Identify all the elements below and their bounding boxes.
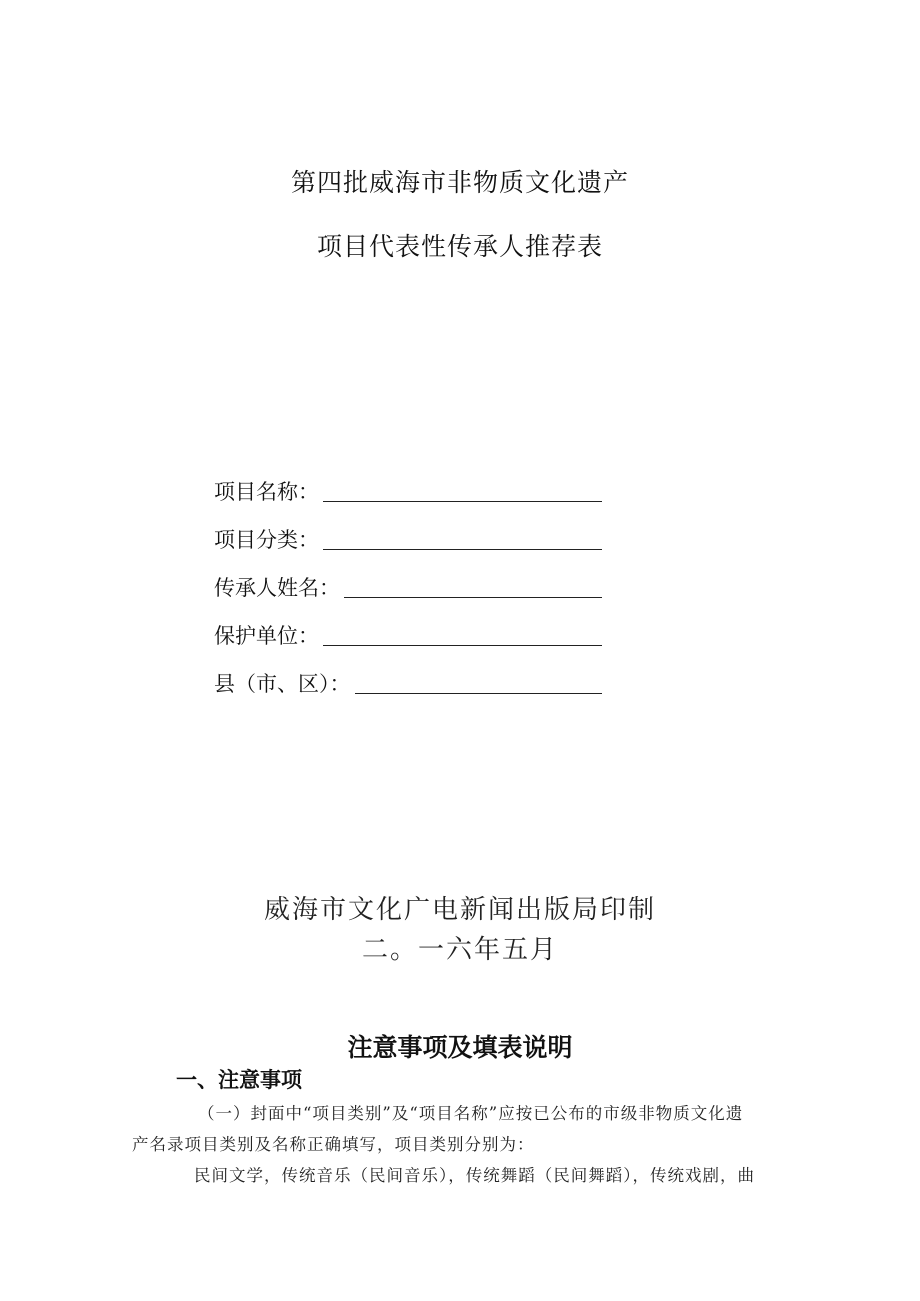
- field-label-project-name: 项目名称：: [214, 480, 319, 504]
- project-category-input-line[interactable]: [323, 527, 602, 550]
- field-label-inheritor-name: 传承人姓名：: [214, 576, 340, 600]
- issue-date: 二。一六年五月: [361, 935, 558, 965]
- form-title-line-2: 项目代表性传承人推荐表: [316, 232, 603, 261]
- notes-title: 注意事项及填表说明: [347, 1033, 573, 1062]
- field-inheritor-name: [214, 570, 602, 602]
- project-name-input-line[interactable]: [323, 479, 602, 502]
- section-heading-precautions: 一、注意事项: [176, 1068, 302, 1092]
- county-input-line[interactable]: [355, 671, 603, 694]
- field-label-protection-unit: 保护单位：: [214, 624, 319, 648]
- issuer-text: 威海市文化广电新闻出版局印制: [263, 895, 656, 925]
- field-protection-unit: [214, 618, 602, 650]
- protection-unit-input-line[interactable]: [323, 623, 602, 646]
- inheritor-name-input-line[interactable]: [344, 575, 602, 598]
- form-title-line-1: 第四批威海市非物质文化遗产: [290, 168, 629, 197]
- field-label-project-category: 项目分类：: [214, 528, 319, 552]
- field-project-category: [214, 522, 602, 554]
- field-project-name: [214, 474, 602, 506]
- field-county: [214, 666, 602, 698]
- paragraph-line: （一）封面中“项目类别”及“项目名称”应按已公布的市级非物质文化遗: [198, 1104, 744, 1123]
- paragraph-line: 民间文学，传统音乐（民间音乐），传统舞蹈（民间舞蹈），传统戏剧，曲: [194, 1166, 755, 1185]
- field-label-county: 县（市、区）：: [214, 672, 351, 696]
- paragraph-line: 产名录项目类别及名称正确填写，项目类别分别为：: [132, 1135, 535, 1154]
